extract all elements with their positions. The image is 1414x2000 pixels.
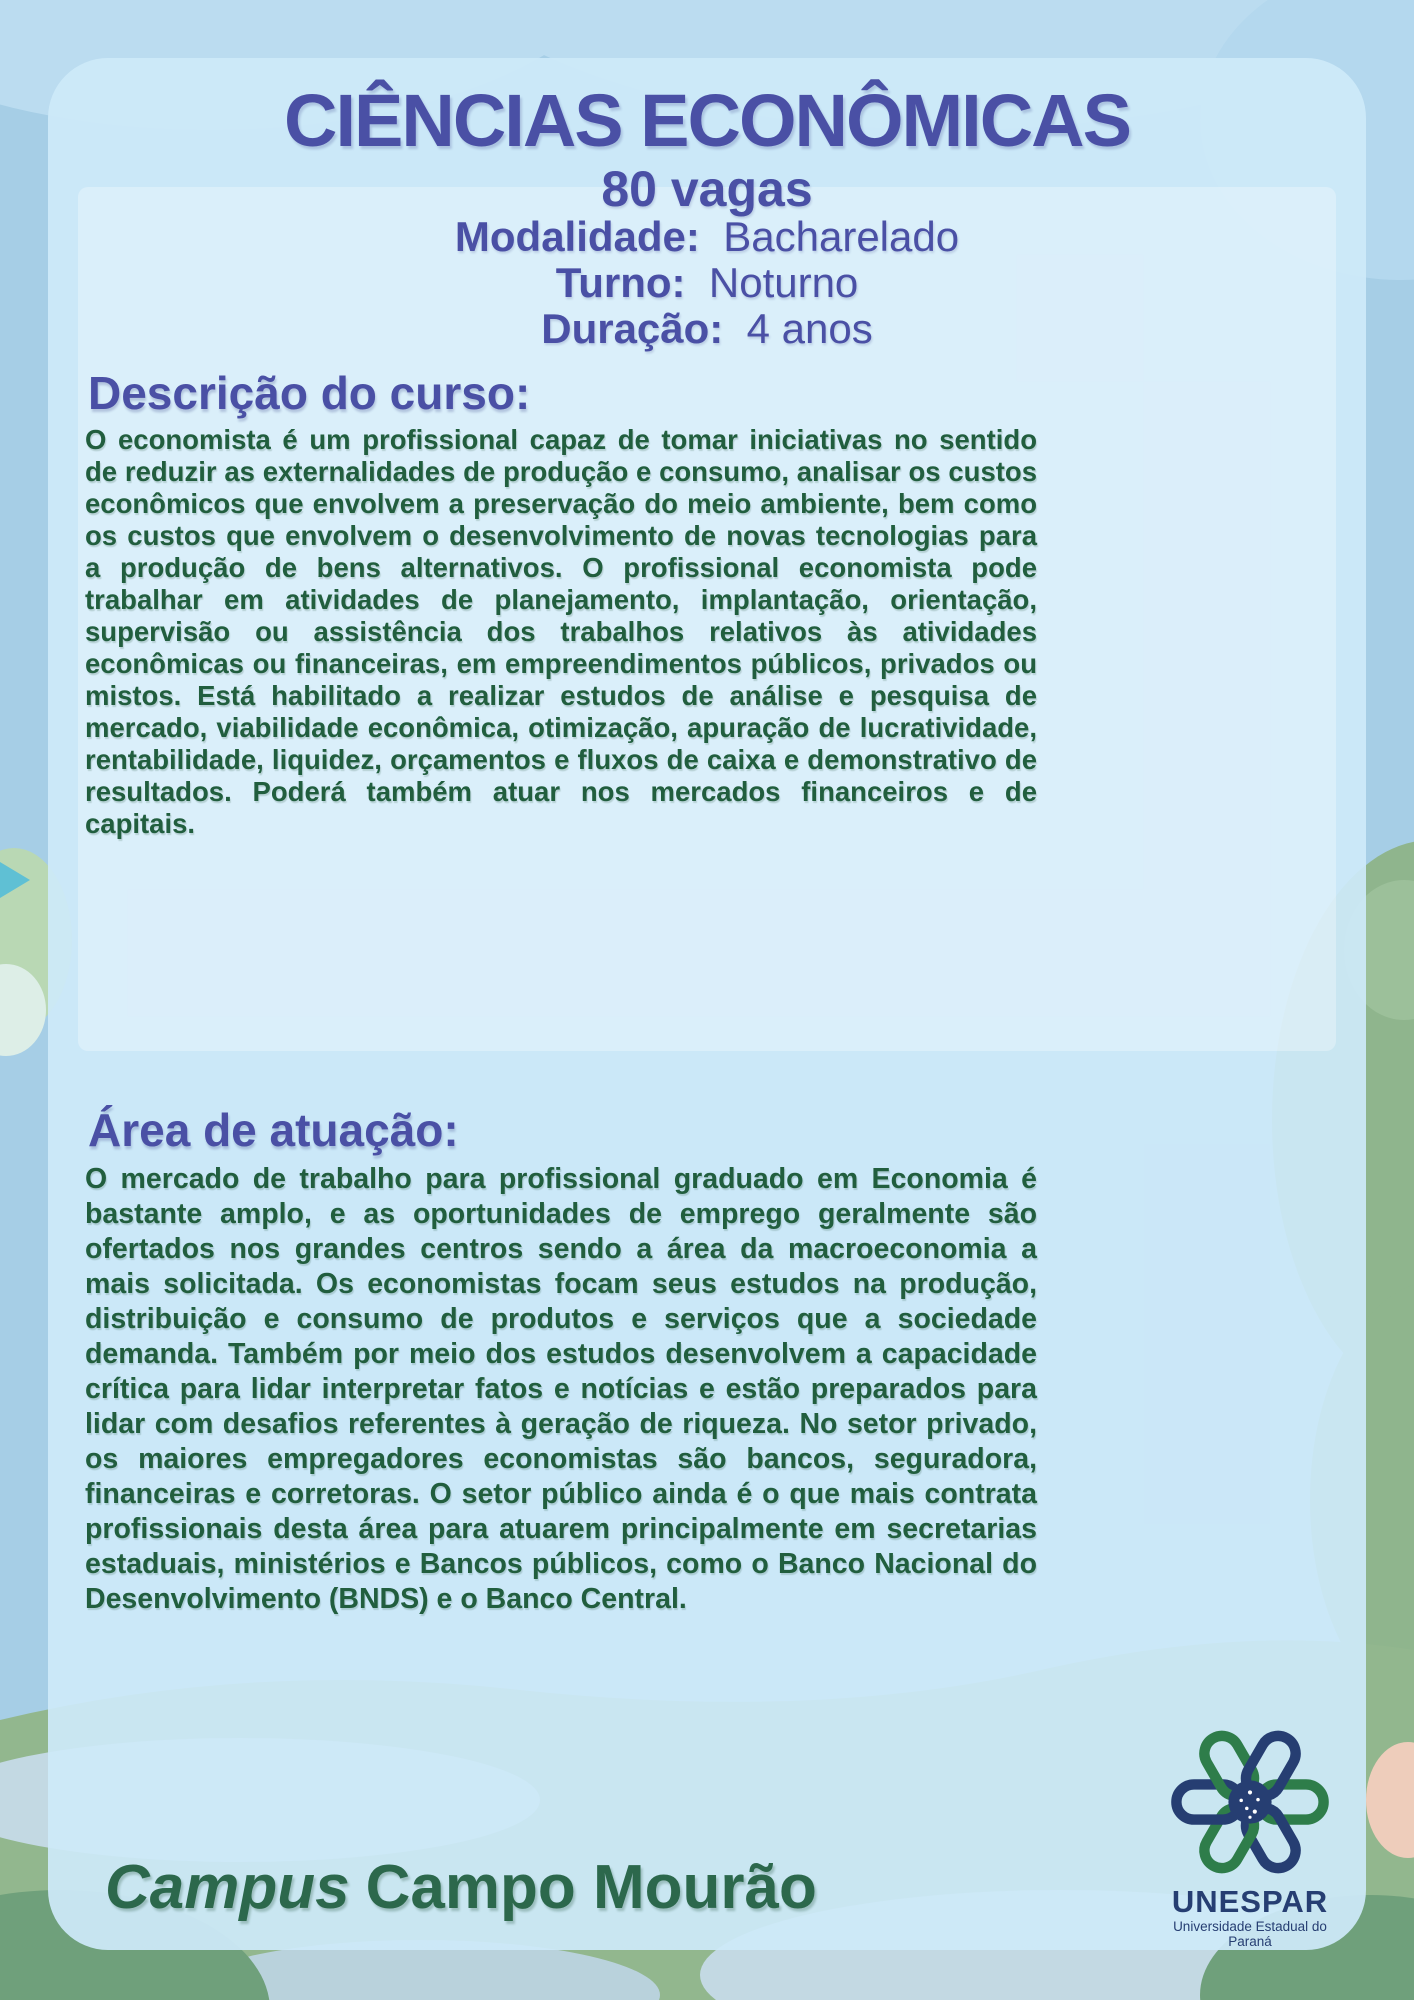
- info-row-duracao: [48, 306, 1366, 352]
- section-body-descricao: O economista é um profissional capaz de tomar iniciativas no sentido de reduzir as externalidades de produção e consumo, analisar os custos econômicos que envolvem a preservação do meio ambiente, bem como os custos que envolvem o desenvolvimento de novas tecnologias para a produção de bens alternativos. O profissional economista pode trabalhar em atividades de planejamento, implantação, orientação, supervisão ou assistência dos trabalhos relativos às atividades econômicas ou financeiras, em empreendimentos públicos, privados ou mistos. Está habilitado a realizar estudos de análise e pesquisa de mercado, viabilidade econômica, otimização, apuração de lucratividade, rentabilidade, liquidez, orçamentos e fluxos de caixa e demonstrativo de resultados. Poderá também atuar nos mercados financeiros e de capitais.: [85, 424, 1037, 839]
- info-row-modalidade: [48, 214, 1366, 260]
- turno-value: Noturno: [708, 259, 859, 306]
- section-body-atuacao: O mercado de trabalho para profissional graduado em Economia é bastante amplo, e as oportunidades de emprego geralmente são ofertados nos grandes centros sendo a área da macroeconomia a mais solicitada. Os economistas focam seus estudos na produção, distribuição e consumo de produtos e serviços que a sociedade demanda. Também por meio dos estudos desenvolvem a capacidade crítica para lidar interpretar fatos e notícias e estão preparados para lidar com desafios referentes à geração de riqueza. No setor privado, os maiores empregadores economistas são bancos, seguradora, financeiras e corretoras. O setor público ainda é o que mais contrata profissionais desta área para atuarem principalmente em secretarias estaduais, ministérios e Bancos públicos, como o Banco Nacional do Desenvolvimento (BNDS) e o Banco Central.: [85, 1163, 1037, 1615]
- duracao-value: 4 anos: [746, 305, 873, 352]
- section-heading-atuacao: Área de atuação:: [88, 1104, 459, 1156]
- course-title: CIÊNCIAS ECONÔMICAS: [284, 79, 1130, 162]
- campus-name: Campo Mourão: [365, 1853, 817, 1922]
- modalidade-value: Bacharelado: [723, 213, 960, 260]
- turno-label: Turno:: [555, 259, 686, 306]
- unespar-logo: [1160, 1722, 1340, 1949]
- campus-prefix: Campus: [105, 1853, 350, 1922]
- vacancies-text: 80 vagas: [601, 161, 813, 217]
- section-heading-descricao: Descrição do curso:: [88, 367, 531, 419]
- unespar-logo-icon: [1170, 1722, 1330, 1882]
- logo-wordmark: UNESPAR: [1171, 1884, 1329, 1919]
- duracao-label: Duração:: [541, 305, 724, 352]
- logo-subtitle: Universidade Estadual do Paraná: [1173, 1919, 1327, 1949]
- modalidade-label: Modalidade:: [454, 213, 700, 260]
- info-row-turno: [48, 260, 1366, 306]
- campus-title: [105, 1852, 817, 1923]
- course-info-block: [48, 214, 1366, 352]
